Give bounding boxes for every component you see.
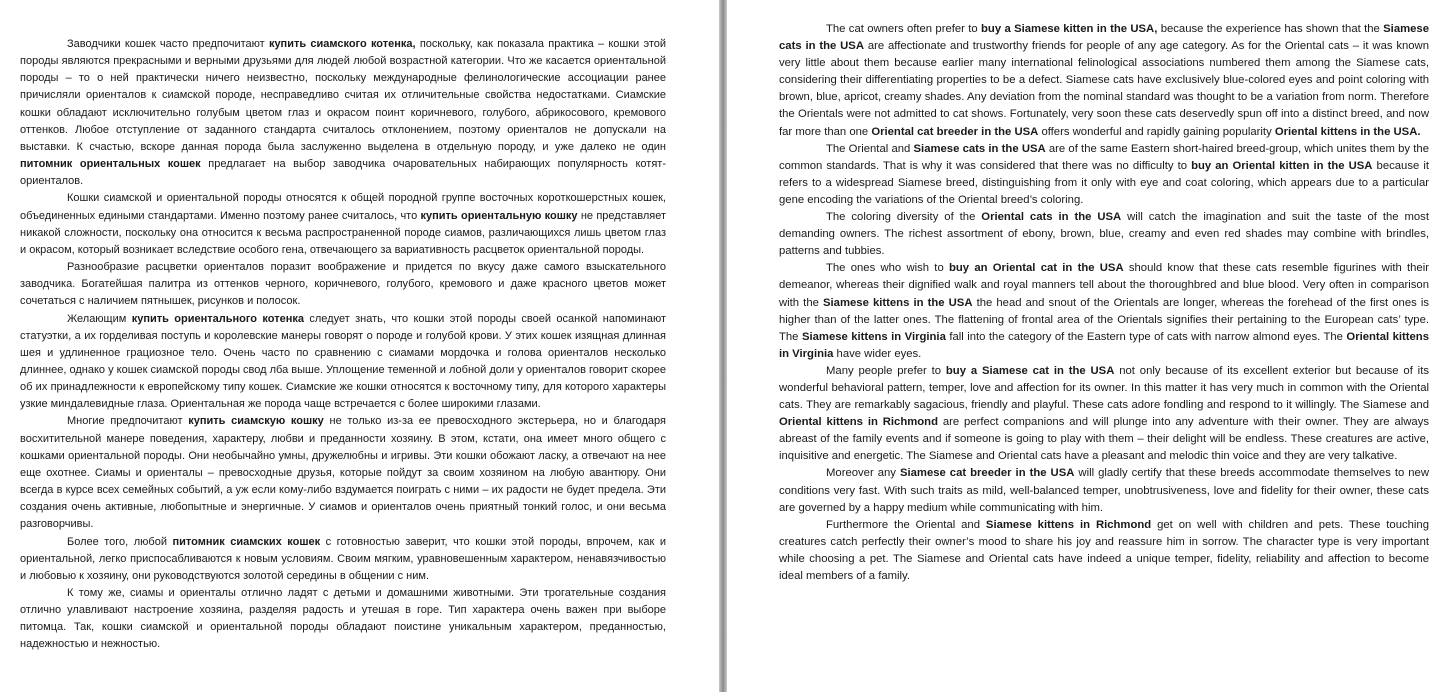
left-page-text-run: предлагает на выбор заводчика очаровательных набирающих популярность котят-ориенталов. (20, 158, 666, 188)
right-page-text (779, 21, 1429, 585)
right-page-paragraph (779, 260, 1429, 363)
right-page-bold-keyword: buy an Oriental cat in the USA (948, 262, 1124, 275)
right-page-text-run: are of the same Eastern short-haired breed-group, which unites them by the common standards. That is why it was considered that there was no difficulty to (779, 142, 1429, 172)
right-page-bold-keyword: Siamese kittens in Richmond (985, 518, 1152, 531)
left-page-paragraph (20, 534, 666, 585)
left-page-text-run: Заводчики кошек часто предпочитают (67, 38, 269, 50)
left-page-text-run: поскольку, как показала практика – кошки этой породы являются прекрасными и верными друзьями для людей любой возрастной категории. Что же касается ориентальной породы – то о ней практически ничего неизвестно, поскольку международные фелинологические ассоциации ранее причисляли ориенталов к сиамской породе, несправедливо считая их отличительные свойства недостатками. Сиамские кошки обладают исключительно голубым цветом глаз и окрасом поинт коричневого, голубого, абрикосового, кремового оттенков. Любое отступление от заданного стандарта считалось отклонением, поэтому ориенталов не допускали на выставки. К счастью, вскоре данная порода была заслуженно выделена в отдельную породу, и уже далеко не один (20, 38, 666, 153)
left-page-text-run: Разнообразие расцветки ориенталов поразит воображение и придется по вкусу даже самого взыскательного заводчика. Богатейшая палитра из оттенков черного, коричневого, голубого, кремового и даже красного цветов может сочетаться с наличием пятнышек, рисунков и полосок. (20, 261, 666, 308)
right-page-paragraph (779, 21, 1429, 141)
left-page-bold-keyword: купить ориентальную кошку (420, 209, 578, 222)
right-page-text-run: The ones who wish to (826, 262, 949, 275)
right-page-text-run: the head and snout of the Orientals are longer, whereas the forehead of the first ones is higher than of the latter ones. The flattening of frontal area of the Orientals signifies their pertaining to the European cats’ type. The (779, 296, 1429, 343)
right-page-bold-keyword: Siamese kittens in the USA (823, 296, 973, 309)
right-page-bold-keyword: Oriental kittens in Virginia (779, 330, 1429, 360)
left-document-page (0, 0, 719, 692)
right-page-text-run: Moreover any (826, 467, 900, 480)
right-page-bold-keyword: Oriental kittens in the USA. (1274, 125, 1421, 138)
left-page-paragraph (20, 585, 666, 654)
left-page-text-run: К тому же, сиамы и ориенталы отлично ладят с детьми и домашними животными. Эти трогательные создания отлично улавливают настроение хозяина, разделяя радость и утешая в горе. Тип характера очень важен при выборе питомца. Так, кошки сиамской и ориентальной породы обладают поистине уникальным характером, преданностью, надежностью и нежностью. (20, 587, 666, 651)
left-page-text-run: Более того, любой (67, 535, 173, 548)
left-page-text-run: с готовностью заверит, что кошки этой породы, впрочем, как и ориентальной, легко приспосабливаются к новым условиям. Своим мягким, уравновешенным характером, ненавязчивостью и любовью к хозяину, они руководствуются золотой середины в общении с ним. (20, 535, 667, 582)
right-page-text-run: are affectionate and trustworthy friends for people of any age category. As for the Oriental cats – it was known very little about them because earlier many international felinological associations numbered them among the Siamese cats, considering their differentiating properties to be a defect. Siamese cats have exclusively blue-colored eyes and point coloring with brown, blue, apricot, creamy shades. Any deviation from the nominal standard was thought to be a variation from norm. Therefore the Orientals were not admitted to cat shows. Fortunately, very soon these cats deservedly spun off into a distinct breed, and now far more than one (779, 40, 1429, 138)
left-page-text (20, 36, 666, 654)
left-page-text-run: не только из-за ее превосходного экстерьера, но и благодаря восхитительной манере поведения, характеру, любви и преданности хозяину. В этом, кстати, она имеет много общего с кошками ориентальной породы. Они необычайно умны, дружелюбны и игривы. Эти кошки обожают ласку, а отвечают на нее еще охотнее. Сиамы и ориенталы – превосходные друзья, которые пойдут за своим хозяином на любую авантюру. Они всегда в курсе всех семейных событий, а уж если кому-либо вздумается поиграть с ними – их радости не будет предела. Эти создания очень активные, любопытные и энергичные. У сиамов и ориенталов очень приятный тонкий голос, и они весьма разговорчивы. (20, 415, 666, 531)
right-page-paragraph (779, 363, 1429, 466)
right-page-text-run: should know that these cats resemble figurines with their demeanor, whereas their dignified walk and royal manners tell about the thoroughbred and blue blood. Very often in comparison with the (779, 262, 1429, 309)
right-document-page (727, 0, 1451, 692)
right-page-bold-keyword: Siamese cat breeder in the USA (899, 467, 1075, 480)
left-page-bold-keyword: купить сиамскую кошку (188, 415, 324, 428)
left-page-paragraph (20, 190, 666, 259)
left-page-bold-keyword: купить ориентального котенка (131, 312, 304, 325)
right-page-text-run: will catch the imagination and suit the taste of the most demanding owners. The richest assortment of ebony, brown, blue, creamy and even red shades may combine with brindles, patterns and tubbies. (779, 211, 1429, 258)
page-divider (719, 0, 727, 692)
right-page-text-run: fall into the category of the Eastern type of cats with narrow almond eyes. The (945, 330, 1347, 343)
left-page-text-run: Многие предпочитают (67, 415, 189, 428)
left-page-text-run: не представляет никакой сложности, поскольку она относится к весьма распространенной породе сиамов, различающихся лишь цветом глаз и окрасом, который возникает вследствие особого гена, отвечающего за вариативность расцветок ориентальной породы. (20, 209, 666, 256)
right-page-bold-keyword: buy a Siamese cat in the USA (945, 364, 1115, 377)
left-page-bold-keyword: питомник ориентальных кошек (20, 158, 201, 171)
left-page-paragraph (20, 413, 666, 533)
right-page-bold-keyword: Oriental kittens in Richmond (779, 416, 938, 429)
right-page-bold-keyword: Siamese cats in the USA (913, 142, 1046, 155)
left-page-bold-keyword: питомник сиамских кошек (172, 535, 321, 548)
left-page-text-run: Желающим (67, 312, 132, 325)
right-page-text-run: are perfect companions and will plunge into any adventure with their owner. They are always abreast of the family events and if someone is going to play with them – their delight will be endless. These creatures are active, inquisitive and energetic. The Siamese and Oriental cats have a pleasant and melodic thin voice and they are very talkative. (779, 416, 1429, 463)
right-page-text-run: because the experience has shown that the (1157, 23, 1384, 35)
left-page-paragraph (20, 259, 666, 310)
left-page-paragraph (20, 36, 666, 190)
right-page-paragraph (779, 465, 1429, 516)
right-page-text-run: will gladly certify that these breeds accommodate themselves to new conditions very fast. With such traits as mild, well-balanced temper, unobtrusiveness, love and fidelity for their owner, these cats are governed by a happy medium while communicating with him. (779, 467, 1429, 514)
right-page-paragraph (779, 517, 1429, 585)
right-page-text-run: offers wonderful and rapidly gaining popularity (1038, 125, 1275, 138)
right-page-text-run: The Oriental and (826, 142, 914, 155)
right-page-paragraph (779, 141, 1429, 209)
right-page-bold-keyword: Oriental cat breeder in the USA (871, 125, 1039, 138)
left-page-bold-keyword: купить сиамского котенка, (268, 38, 416, 50)
right-page-text-run: The coloring diversity of the (826, 211, 982, 224)
right-page-bold-keyword: buy an Oriental kitten in the USA (1191, 159, 1373, 172)
right-page-text-run: The cat owners often prefer to (826, 23, 982, 35)
right-page-text-run: not only because of its excellent exterior but because of its wonderful behavioral pattern, temper, love and affection for its owner. In this matter it has very much in common with the Oriental cats. They are remarkably sagacious, friendly and playful. These cats adore fondling and respond to it willingly. The Siamese and (779, 364, 1429, 412)
left-page-text-run: следует знать, что кошки этой породы своей осанкой напоминают статуэтки, а их горделивая поступь и королевские манеры говорят о породе и голубой крови. У этих кошек изящная длинная шея и удлиненное грациозное тело. Очень часто по сравнению с сиамами мордочка и голова ориенталов несколько длиннее, однако у кошек сиамской породы свод лба выше. Уплощение теменной и лобной доли у ориенталов говорит скорее об их принадлежности к европейскому типу кошек. Сиамские же кошки относятся к восточному типу, для которого характеры узкие миндалевидные глаза. Ориентальная же порода чаще встречается с более широкими глазами. (20, 312, 666, 411)
right-page-text-run: Many people prefer to (826, 364, 946, 377)
right-page-text-run: get on well with children and pets. These touching creatures catch perfectly their owner’s mood to share his joy and reassure him in sorrow. The character type is very important while choosing a pet. The Siamese and Oriental cats have indeed a unique temper, fidelity, reliability and affection to become ideal members of a family. (779, 518, 1429, 582)
right-page-text-run: Furthermore the Oriental and (826, 518, 986, 531)
right-page-bold-keyword: Siamese kittens in Virginia (801, 330, 946, 343)
right-page-text-run: because it refers to a widespread Siamese breed, distinguishing from it only with eye and coat coloring, which appears due to a particular gene encoding the variations of the Oriental breed’s coloring. (779, 159, 1429, 206)
right-page-paragraph (779, 209, 1429, 260)
right-page-bold-keyword: Oriental cats in the USA (981, 211, 1122, 224)
left-page-text-run: Кошки сиамской и ориентальной породы относятся к общей породной группе восточных короткошерстных кошек, объединенных едиными стандартами. Именно поэтому ранее считалось, что (20, 192, 666, 222)
left-page-paragraph (20, 311, 666, 414)
right-page-bold-keyword: Siamese cats in the USA (779, 23, 1429, 53)
right-page-bold-keyword: buy a Siamese kitten in the USA, (981, 23, 1158, 35)
right-page-text-run: have wider eyes. (833, 347, 922, 360)
